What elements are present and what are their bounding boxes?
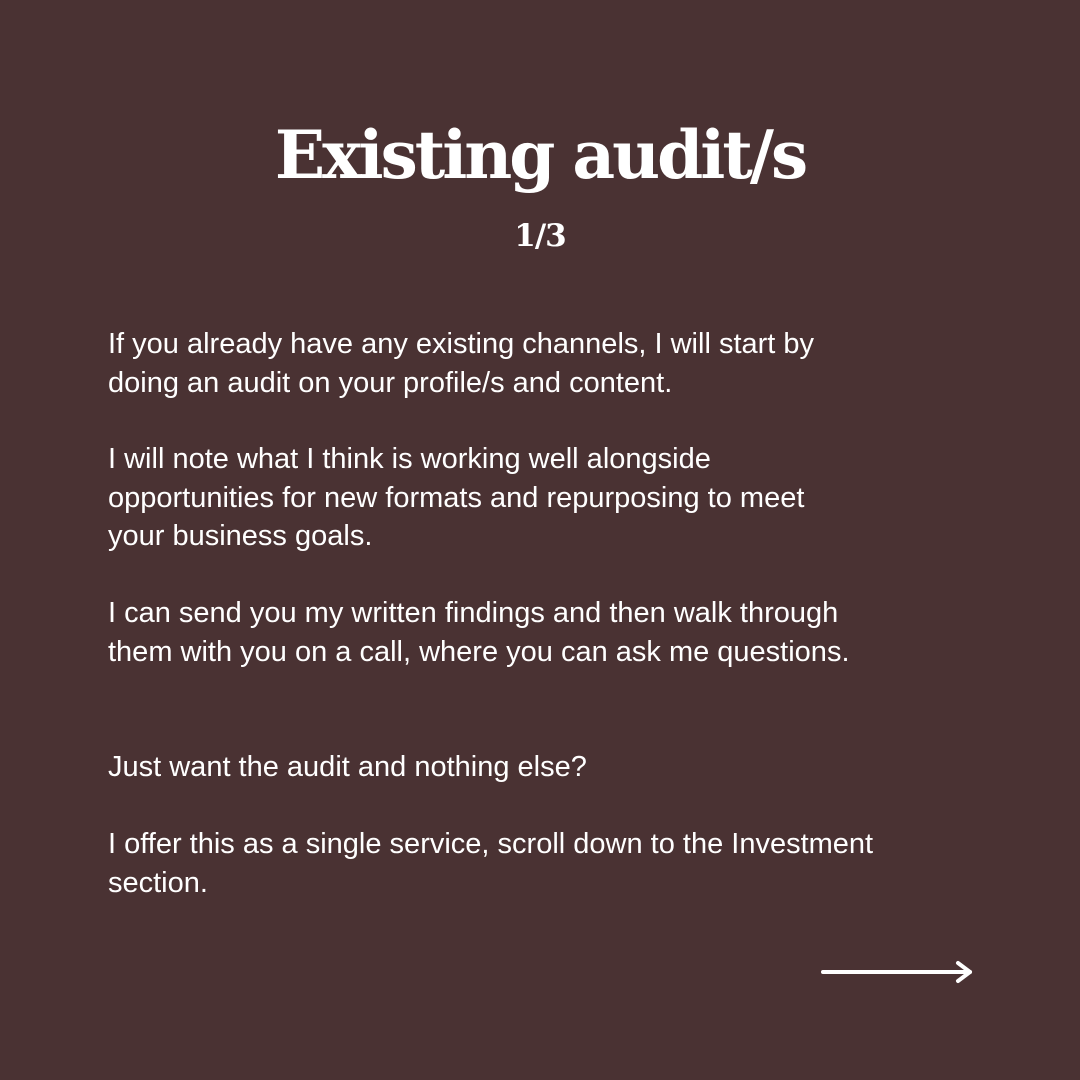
paragraph-audit-intro (108, 325, 988, 402)
paragraph-line: Just want the audit and nothing else? (108, 751, 587, 783)
page-indicator: 1/3 (514, 218, 566, 254)
paragraph-line: section. (108, 866, 208, 899)
paragraph-line: I can send you my written findings and then walk through (108, 597, 839, 629)
paragraph-line: I will note what I think is working well alongside (108, 443, 711, 475)
paragraph-line: your business goals. (108, 520, 373, 552)
paragraph-findings-call (108, 594, 988, 671)
right-arrow-icon[interactable] (820, 958, 976, 986)
paragraph-audit-only-question (108, 748, 988, 787)
paragraph-line: opportunities for new formats and repurposing to meet (108, 481, 805, 514)
paragraph-line: I offer this as a single service, scroll down to the Investment (108, 828, 874, 860)
paragraph-line: doing an audit on your profile/s and content. (108, 366, 673, 399)
paragraph-line: If you already have any existing channels, I will start by (108, 328, 815, 360)
paragraph-working-well (108, 440, 988, 556)
paragraph-line: them with you on a call, where you can ask me questions. (108, 635, 850, 668)
slide-title: Existing audit/s (274, 116, 806, 194)
paragraph-single-service (108, 825, 988, 902)
